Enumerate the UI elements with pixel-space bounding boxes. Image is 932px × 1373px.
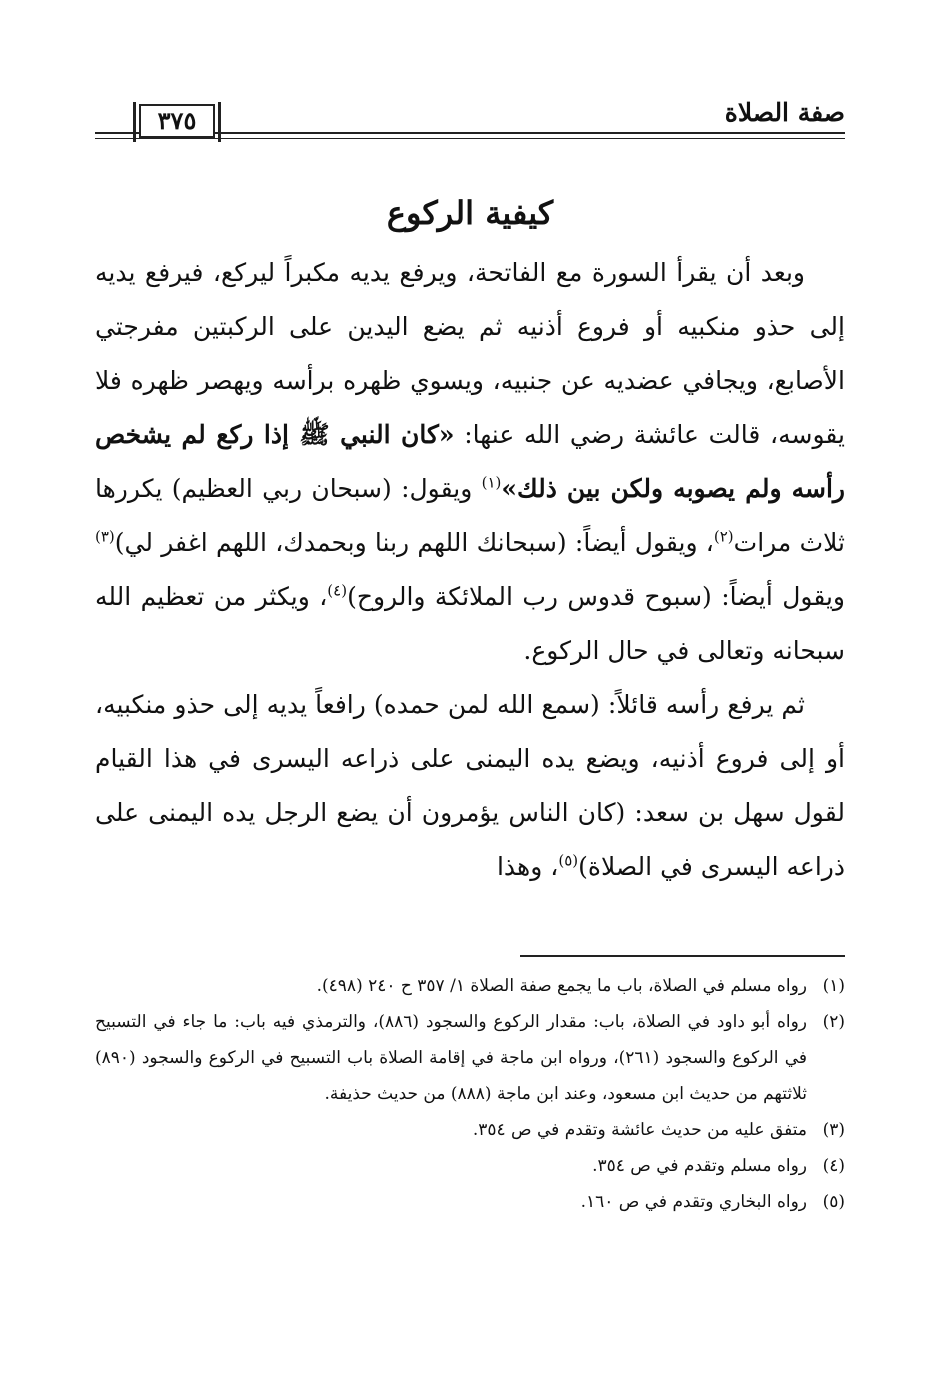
footnote-text: رواه البخاري وتقدم في ص ١٦٠. [580, 1192, 807, 1212]
paragraph-text: وبعد أن يقرأ السورة مع الفاتحة، ويرفع يديه مكبراً ليركع، فيرفع يديه إلى حذو منكبيه أو فروع أذنيه ثم يضع اليدين على الركبتين مفرجتي الأصابع، ويجافي عضديه عن جنبيه، ويسوي ظهره برأسه ويهصر ظهره فلا يقوسه، قالت عائشة رضي الله عنها: [95, 258, 845, 449]
footnote-marker: (٣) [822, 1120, 845, 1140]
footnote-reference: (٢) [713, 527, 734, 546]
footnote-reference: (٤) [327, 581, 348, 600]
footnote-text: متفق عليه من حديث عائشة وتقدم في ص ٣٥٤. [472, 1120, 807, 1140]
footnote [95, 1004, 845, 1112]
paragraph-text: ويقول أيضاً: (سبوح قدوس رب الملائكة والروح) [347, 582, 845, 611]
paragraph-text: ، ويكثر من تعظيم الله سبحانه وتعالى في حال الركوع. [95, 582, 845, 665]
footnote-marker: (٢) [822, 1012, 845, 1032]
running-header-title: صفة الصلاة [724, 98, 845, 127]
body-paragraph [95, 678, 845, 894]
footnote [95, 1148, 845, 1184]
footnote-separator [520, 955, 845, 957]
body-paragraph [95, 246, 845, 678]
running-header [95, 96, 845, 146]
footnote [95, 1112, 845, 1148]
footnote-text: رواه مسلم في الصلاة، باب ما يجمع صفة الصلاة ١/ ٣٥٧ ح ٢٤٠ (٤٩٨). [316, 976, 807, 996]
section-heading: كيفية الركوع [386, 194, 554, 232]
paragraph-text: ويقول: (سبحان ربي العظيم) يكررها ثلاث مرات [95, 474, 845, 557]
paragraph-text: ، ويقول أيضاً: (سبحانك اللهم ربنا وبحمدك، اللهم اغفر لي) [114, 528, 714, 557]
footnote-text: رواه أبو داود في الصلاة، باب: مقدار الركوع والسجود (٨٨٦)، والترمذي فيه باب: ما جاء في التسبيح في الركوع والسجود (٢٦١)، ورواه ابن ماجة في إقامة الصلاة باب التسبيح في الركوع والسجود (٨٩٠) ثلاثتهم من حديث ابن مسعود، وعند ابن ماجة (٨٨٨) من حديث حذيفة. [95, 1012, 807, 1104]
footnotes [95, 968, 845, 1220]
paragraph-text: ، وهذا [496, 852, 559, 881]
page-number: ٣٧٥ [139, 104, 215, 138]
footnote-marker: (٤) [822, 1156, 845, 1176]
footnote-marker: (١) [822, 976, 845, 996]
footnote-text: رواه مسلم وتقدم في ص ٣٥٤. [592, 1156, 807, 1176]
footnote [95, 1184, 845, 1220]
footnote-reference: (١) [481, 473, 502, 492]
footnote-reference: (٣) [95, 527, 115, 546]
paragraph-text: ثم يرفع رأسه قائلاً: (سمع الله لمن حمده) رافعاً يديه إلى حذو منكبيه، أو إلى فروع أذنيه، ويضع يده اليمنى على ذراعه اليسرى في هذا القيام لقول سهل بن سعد: (كان الناس يؤمرون أن يضع الرجل يده اليمنى على ذراعه اليسرى في الصلاة) [95, 690, 845, 881]
body-text [95, 246, 845, 894]
footnote [95, 968, 845, 1004]
footnote-reference: (٥) [558, 851, 579, 870]
hadith-quote: «كان النبي ﷺ إذا ركع لم يشخص رأسه ولم يصوبه ولكن بين ذلك» [95, 420, 845, 503]
footnote-marker: (٥) [822, 1192, 845, 1212]
